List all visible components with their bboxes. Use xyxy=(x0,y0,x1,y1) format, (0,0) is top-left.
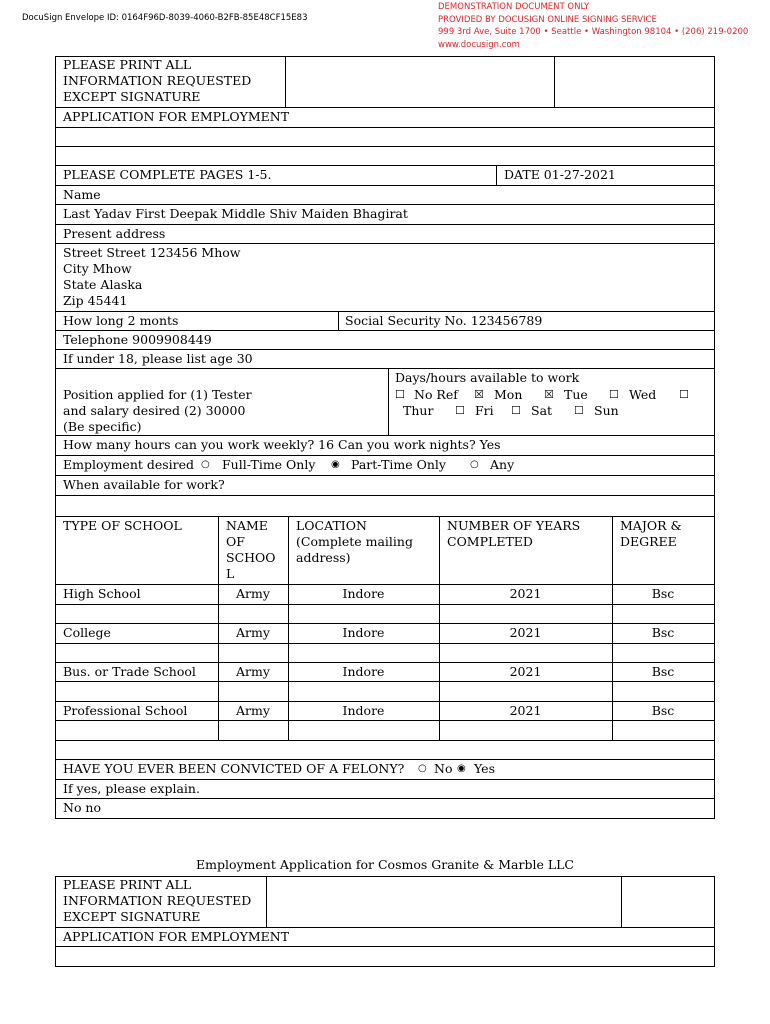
checkbox-icon: ☐ xyxy=(511,404,521,417)
radio-icon: ○ xyxy=(201,459,210,470)
demo-watermark xyxy=(438,1,748,51)
print-note: PLEASE PRINT ALL xyxy=(63,877,192,892)
school-type-header: TYPE OF SCHOOL xyxy=(63,518,182,533)
if-yes-label: If yes, please explain. xyxy=(63,781,200,796)
company-title: Employment Application for Cosmos Granite & Marble LLC xyxy=(195,857,574,872)
hours-field[interactable]: How many hours can you work weekly? 16 Can you work nights? Yes xyxy=(63,437,501,452)
demo-line: www.docusign.com xyxy=(438,39,520,50)
address-line: Street Street 123456 Mhow xyxy=(63,245,241,260)
checkbox-icon: ☐ xyxy=(455,404,465,417)
form-title: APPLICATION FOR EMPLOYMENT xyxy=(63,109,290,124)
school-location-cell[interactable]: Indore xyxy=(342,586,385,601)
school-name-cell[interactable]: Army xyxy=(236,664,270,679)
checkbox-icon: ☐ xyxy=(395,388,405,401)
name-label: Name xyxy=(63,187,101,202)
address-line: Zip 45441 xyxy=(63,293,128,308)
radio-icon: ○ xyxy=(470,459,479,470)
print-note: EXCEPT SIGNATURE xyxy=(63,909,201,924)
demo-line: PROVIDED BY DOCUSIGN ONLINE SIGNING SERVICE xyxy=(438,14,657,25)
print-note: INFORMATION REQUESTED xyxy=(63,893,252,908)
demo-line: 999 3rd Ave, Suite 1700 • Seattle • Washington 98104 • (206) 219-0200 xyxy=(438,27,749,37)
school-location-cell[interactable]: Indore xyxy=(342,664,385,679)
checkbox-icon: ☒ xyxy=(474,388,484,401)
school-major-cell[interactable]: Bsc xyxy=(651,703,675,718)
radio-icon: ◉ xyxy=(457,763,466,774)
date-field[interactable]: DATE 01-27-2021 xyxy=(504,167,616,182)
school-name-cell[interactable]: Army xyxy=(236,625,270,640)
envelope-id: DocuSign Envelope ID: 0164F96D-8039-4060-B2FB-85E48CF15E83 xyxy=(22,13,308,23)
form-title: APPLICATION FOR EMPLOYMENT xyxy=(63,929,290,944)
checkbox-icon: ☒ xyxy=(544,388,554,401)
school-name-cell[interactable]: Army xyxy=(236,703,270,718)
checkbox-icon: ☐ xyxy=(574,404,584,417)
school-location-cell[interactable]: Indore xyxy=(342,625,385,640)
school-name-cell[interactable]: Army xyxy=(236,586,270,601)
ssn-field[interactable]: Social Security No. 123456789 xyxy=(345,313,543,328)
present-address-label: Present address xyxy=(63,226,166,241)
days-title: Days/hours available to work xyxy=(395,370,580,385)
print-note: INFORMATION REQUESTED xyxy=(63,73,252,88)
checkbox-icon: ☐ xyxy=(609,388,619,401)
school-major-cell[interactable]: Bsc xyxy=(651,586,675,601)
demo-line: DEMONSTRATION DOCUMENT ONLY xyxy=(438,2,590,12)
employment-label: Employment desired xyxy=(63,457,195,472)
school-location-cell[interactable]: Indore xyxy=(342,703,385,718)
how-long-field[interactable]: How long 2 monts xyxy=(63,313,179,328)
radio-icon: ◉ xyxy=(331,459,340,470)
checkbox-icon: ☐ xyxy=(679,388,689,401)
school-years-cell[interactable]: 2021 xyxy=(509,625,542,640)
print-note: EXCEPT SIGNATURE xyxy=(63,89,201,104)
name-field[interactable]: Last Yadav First Deepak Middle Shiv Maiden Bhagirat xyxy=(63,206,408,221)
position-line: and salary desired (2) 30000 xyxy=(63,403,246,418)
address-line: City Mhow xyxy=(63,261,132,276)
school-years-cell[interactable]: 2021 xyxy=(509,664,542,679)
school-major-cell[interactable]: Bsc xyxy=(651,625,675,640)
when-available-field[interactable]: When available for work? xyxy=(63,477,225,492)
radio-icon: ○ xyxy=(418,763,427,774)
felony-explanation-field[interactable]: No no xyxy=(63,800,102,815)
school-years-cell[interactable]: 2021 xyxy=(509,703,542,718)
address-line: State Alaska xyxy=(63,277,143,292)
felony-question: HAVE YOU EVER BEEN CONVICTED OF A FELONY? xyxy=(63,761,405,776)
position-line: (Be specific) xyxy=(63,419,142,434)
age-field[interactable]: If under 18, please list age 30 xyxy=(63,351,253,366)
telephone-field[interactable]: Telephone 9009908449 xyxy=(63,332,212,347)
complete-pages-note: PLEASE COMPLETE PAGES 1-5. xyxy=(63,167,272,182)
school-major-cell[interactable]: Bsc xyxy=(651,664,675,679)
print-note: PLEASE PRINT ALL xyxy=(63,57,192,72)
position-line: Position applied for (1) Tester xyxy=(63,387,252,402)
school-years-cell[interactable]: 2021 xyxy=(509,586,542,601)
